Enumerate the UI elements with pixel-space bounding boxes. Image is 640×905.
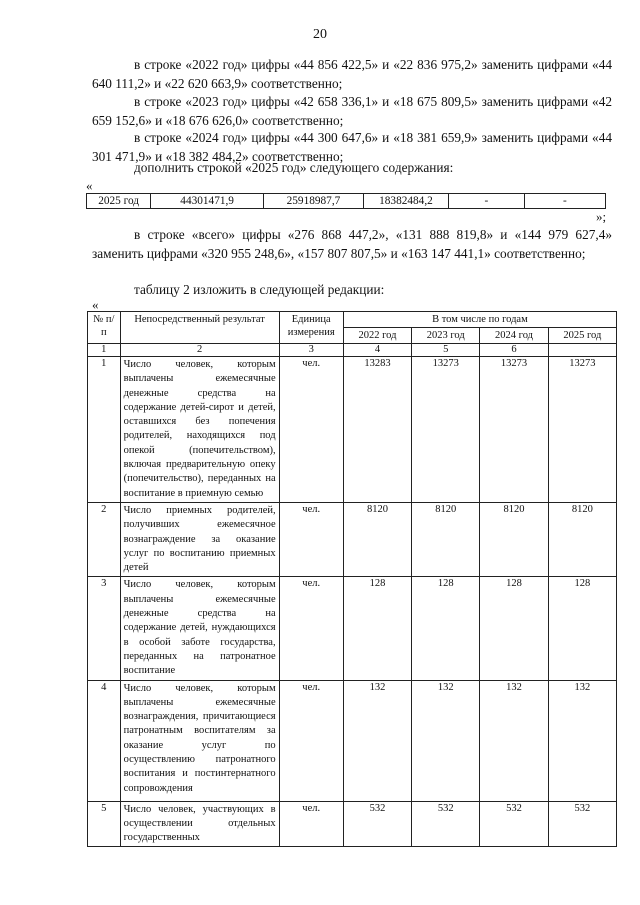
page-number: 20 [313,27,327,42]
results-table [87,311,617,847]
row-result: Число человек, которым выплачены ежемесячные денежные средства на содержание детей-сирот и детей, оставшихся без попечения родителей, находящихся под опекой (попечительством), включая предварительную опеку (попечительство), переданных на воспитание в приемную семью [120,357,279,503]
index-cell: 3 [279,344,343,357]
paragraph-2022: в строке «2022 год» цифры «44 856 422,5» и «22 836 975,2» заменить цифрами «44 640 111,2» и «22 620 663,9» соответственно; [92,57,612,91]
table-row [88,577,617,680]
row-value: 128 [412,577,480,680]
row-value: 532 [343,801,411,847]
row-unit: чел. [279,801,343,847]
header-result: Непосредственный результат [120,312,279,344]
paragraph-total: в строке «всего» цифры «276 868 447,2», «131 888 819,8» и «144 979 627,4» заменить цифрами «320 955 248,6», «157 807 807,5» и «163 147 441,1» соответственно; [92,227,612,261]
row-value: 532 [480,801,548,847]
header-years-group: В том числе по годам [343,312,616,328]
row-number: 2 [88,502,121,576]
row-result: Число приемных родителей, получивших ежемесячное вознаграждение за оказание услуг по воспитанию приемных детей [120,502,279,576]
index-cell [548,344,616,357]
table-row [88,801,617,847]
cell-value: - [449,194,525,209]
table-row [87,194,606,209]
row-value: 132 [412,680,480,801]
row-value: 8120 [480,502,548,576]
row-number: 4 [88,680,121,801]
row-value: 13283 [343,357,411,503]
row-value: 8120 [548,502,616,576]
row-value: 13273 [548,357,616,503]
row-result: Число человек, которым выплачены ежемесячные вознаграждения, причитающиеся патронатным воспитателям за оказание услуг по осуществлению патронатного воспитания и постинтернатного сопровождения [120,680,279,801]
row-value: 128 [480,577,548,680]
paragraph-2024: в строке «2024 год» цифры «44 300 647,6» и «18 381 659,9» заменить цифрами «44 301 471,9» и «18 382 484,2» соответственно; [92,130,612,164]
row-value: 13273 [480,357,548,503]
row-2025-table [86,193,606,209]
row-value: 8120 [412,502,480,576]
open-quote-mark: « [86,178,93,193]
row-number: 1 [88,357,121,503]
row-unit: чел. [279,502,343,576]
row-value: 132 [480,680,548,801]
row-unit: чел. [279,357,343,503]
header-row [88,312,617,328]
row-number: 5 [88,801,121,847]
row-value: 532 [412,801,480,847]
cell-value: - [524,194,605,209]
cell-year: 2025 год [87,194,151,209]
row-value: 128 [548,577,616,680]
open-quote-mark-table2: « [92,297,99,312]
row-value: 132 [548,680,616,801]
row-result: Число человек, которым выплачены ежемесячные денежные средства на содержание детей, нуждающихся в особой заботе государства, переданных на патронатное воспитание [120,577,279,680]
row-value: 13273 [412,357,480,503]
row-value: 8120 [343,502,411,576]
index-cell: 2 [120,344,279,357]
header-year: 2022 год [343,328,411,344]
cell-value: 18382484,2 [363,194,448,209]
table-row [88,680,617,801]
cell-total: 44301471,9 [151,194,264,209]
index-cell: 6 [480,344,548,357]
table-row [88,357,617,503]
header-year: 2025 год [548,328,616,344]
row-value: 128 [343,577,411,680]
row-result: Число человек, участвующих в осуществлении отдельных государственных [120,801,279,847]
cell-value: 25918987,7 [264,194,364,209]
header-year: 2024 год [480,328,548,344]
row-number: 3 [88,577,121,680]
paragraph-table2: таблицу 2 изложить в следующей редакции: [134,282,385,297]
index-cell: 4 [343,344,411,357]
close-quote-semicolon: »; [596,209,607,224]
row-value: 132 [343,680,411,801]
row-unit: чел. [279,577,343,680]
header-no: № п/п [88,312,121,344]
paragraph-add-2025: дополнить строкой «2025 год» следующего содержания: [134,160,454,175]
row-value: 532 [548,801,616,847]
index-cell: 1 [88,344,121,357]
paragraph-2023: в строке «2023 год» цифры «42 658 336,1» и «18 675 809,5» заменить цифрами «42 659 152,6» и «18 676 626,0» соответственно; [92,94,612,128]
index-row [88,344,617,357]
table-row [88,502,617,576]
header-unit: Единица измерения [279,312,343,344]
row-unit: чел. [279,680,343,801]
header-year: 2023 год [412,328,480,344]
index-cell: 5 [412,344,480,357]
